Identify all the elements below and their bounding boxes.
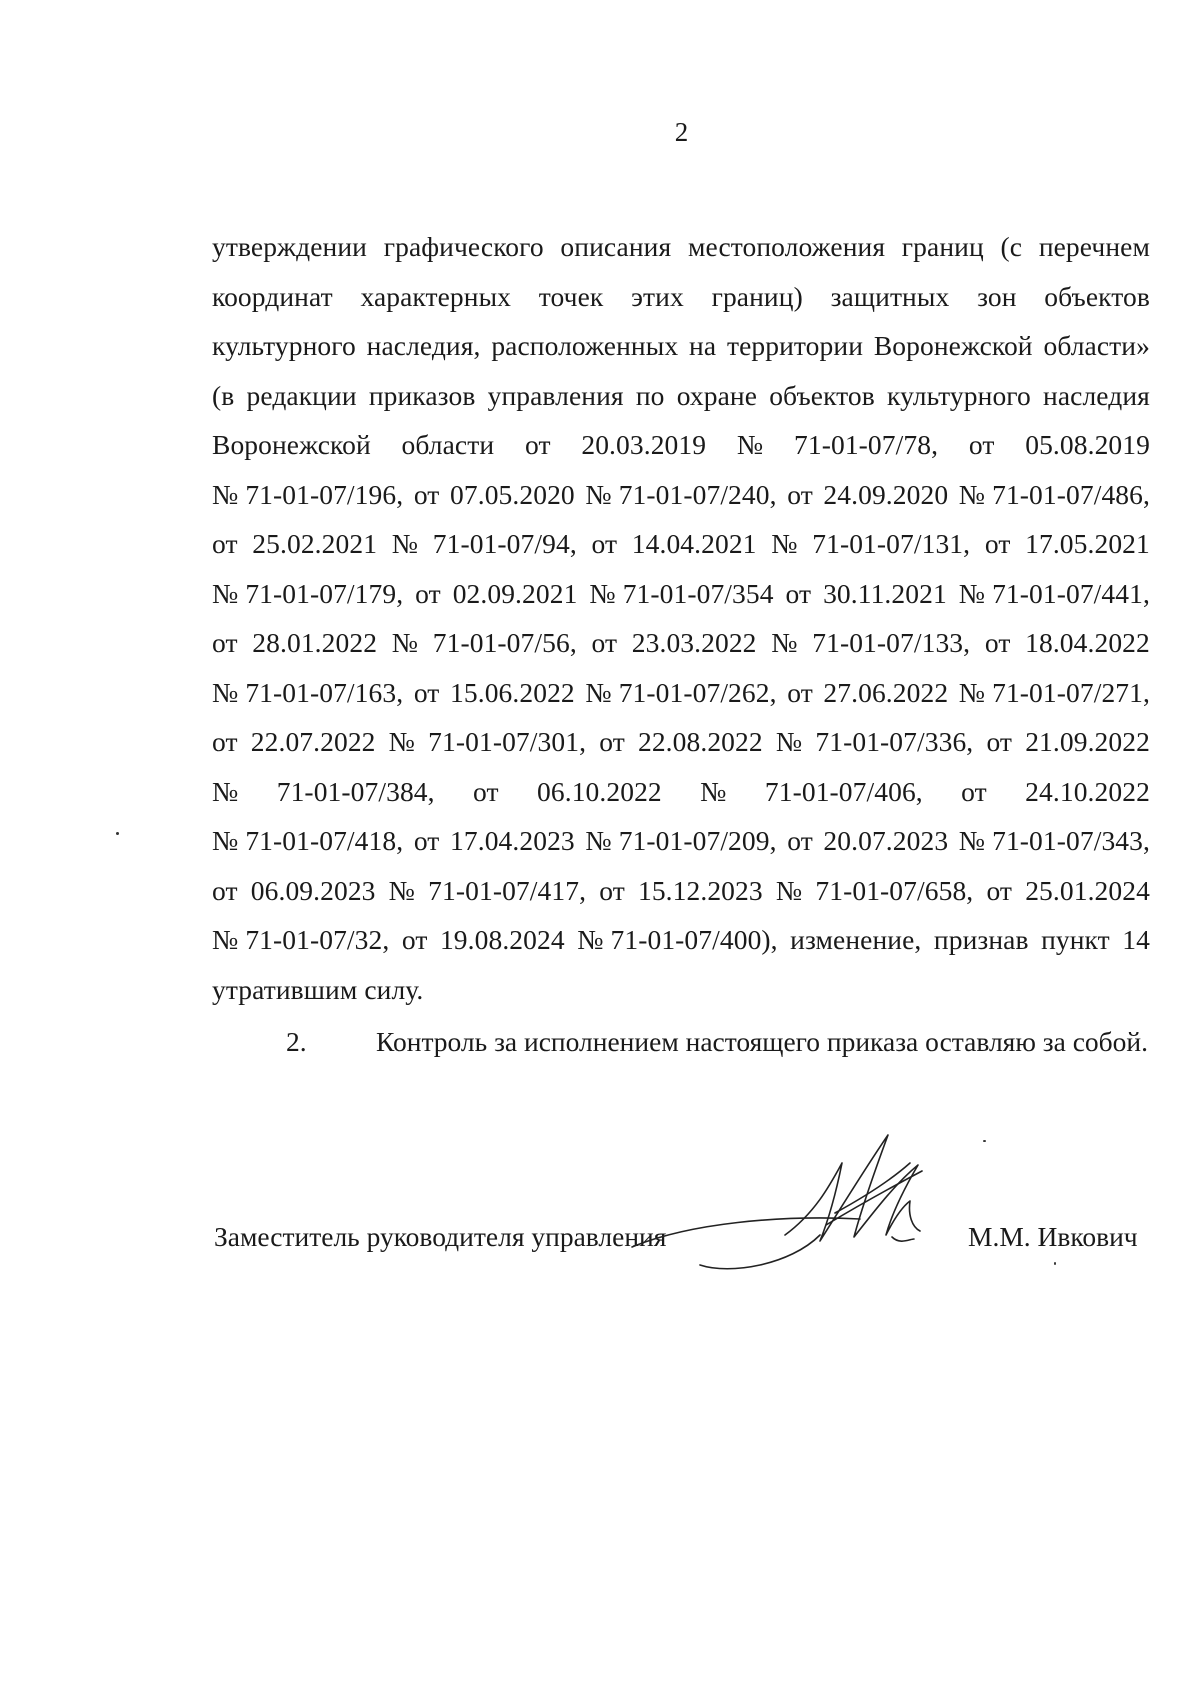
paragraph-word: №: [736, 429, 764, 460]
paragraph-word: от: [413, 676, 440, 708]
paragraph-word: от: [401, 924, 428, 955]
paragraph-line: [212, 866, 1150, 916]
paragraph-word: 07.05.2020: [450, 478, 575, 510]
paragraph-word: территории: [726, 330, 864, 361]
paragraph-word: от: [785, 577, 812, 609]
paragraph-word: объектов: [769, 379, 875, 411]
paragraph-word: 17.04.2023: [450, 825, 575, 856]
paragraph-word: № 71-01-07/354: [589, 577, 774, 609]
item-2-text: Контроль за исполнением настоящего приказа оставляю за собой.: [376, 1026, 1148, 1057]
paragraph-word: 25.02.2021: [252, 528, 378, 559]
paragraph-word: 71-01-07/56,: [432, 627, 577, 658]
paragraph-word: 71-01-07/417,: [428, 874, 587, 906]
paragraph-word: 15.06.2022: [450, 676, 575, 708]
paragraph-word: № 71-01-07/163,: [212, 676, 404, 708]
paragraph-word: № 71-01-07/209,: [585, 825, 777, 856]
paragraph-word: характерных: [360, 280, 512, 312]
paragraph-word: № 71-01-07/271,: [958, 676, 1150, 708]
signatory-position: Заместитель руководителя управления: [214, 1221, 667, 1252]
paragraph-word: редакции: [246, 379, 357, 411]
paragraph-word: 22.07.2022: [250, 726, 376, 757]
paragraph-word: области»: [1043, 330, 1150, 361]
paragraph-word: от: [984, 528, 1011, 559]
paragraph-word: № 71-01-07/240,: [585, 478, 777, 510]
paragraph-word: управления: [487, 379, 624, 411]
paragraph-word: от: [524, 429, 551, 460]
paragraph-word: по: [635, 379, 665, 411]
paragraph-word: 71-01-07/131,: [812, 528, 971, 559]
paragraph-word: от: [599, 726, 625, 757]
paragraph-word: границ): [711, 280, 803, 312]
paragraph-word: (в: [212, 379, 235, 411]
paragraph-line: [212, 668, 1150, 718]
paragraph-word: 71-01-07/133,: [812, 627, 971, 658]
paragraph-word: 71-01-07/406,: [764, 775, 923, 807]
paragraph-line: [212, 965, 1150, 1015]
paragraph-line: [212, 915, 1150, 965]
page-number: 2: [674, 117, 689, 147]
paragraph-word: №: [700, 775, 727, 807]
paragraph-word: 05.08.2019: [1025, 429, 1150, 460]
paragraph-word: 06.10.2022: [537, 775, 662, 807]
paragraph-word: пункт: [1041, 924, 1110, 955]
paragraph-word: координат: [212, 280, 333, 312]
paragraph-word: от: [787, 676, 813, 708]
paragraph-word: 71-01-07/384,: [276, 775, 435, 807]
paragraph-word: от: [986, 726, 1013, 757]
paragraph-word: (с: [1000, 231, 1023, 262]
paragraph-word: №: [775, 726, 803, 757]
paragraph-word: перечнем: [1038, 231, 1150, 262]
paragraph-word: защитных: [830, 280, 950, 312]
paragraph-word: 18.04.2022: [1025, 627, 1150, 658]
paragraph-word: от: [473, 775, 499, 807]
paragraph-word: графического: [383, 231, 544, 262]
paragraph-word: 20.07.2023: [823, 825, 949, 856]
paragraph-word: приказов: [368, 379, 476, 411]
paragraph-word: 20.03.2019: [581, 429, 707, 460]
paragraph-word: Воронежской: [873, 330, 1033, 361]
paragraph-line: [212, 371, 1150, 421]
paragraph-line: [212, 767, 1150, 817]
paragraph-word: 24.10.2022: [1025, 775, 1150, 807]
paragraph-word: 71-01-07/94,: [432, 528, 577, 559]
paragraph-word: объектов: [1044, 280, 1150, 312]
paragraph-word: №: [212, 775, 239, 807]
paragraph-word: №: [391, 528, 419, 559]
paragraph-word: 02.09.2021: [452, 577, 578, 609]
paragraph-word: № 71-01-07/32,: [212, 924, 390, 955]
item-2: [286, 1017, 1150, 1067]
handwritten-signature: [630, 1115, 1010, 1275]
paragraph-body: [212, 222, 1150, 1014]
paragraph-word: от: [591, 627, 618, 658]
paragraph-word: № 71-01-07/179,: [212, 577, 404, 609]
paragraph-word: № 71-01-07/441,: [958, 577, 1150, 609]
paragraph-word: от: [787, 478, 813, 510]
paragraph-word: от: [986, 874, 1013, 906]
paragraph-word: наследия: [1043, 379, 1150, 411]
paragraph-line: [212, 519, 1150, 569]
paragraph-word: охране: [676, 379, 757, 411]
paragraph-word: от: [415, 577, 441, 609]
paragraph-line: [212, 569, 1150, 619]
paragraph-line: [212, 321, 1150, 371]
paragraph-word: 30.11.2021: [823, 577, 947, 609]
paragraph-word: культурного: [212, 330, 356, 361]
paragraph-word: 17.05.2021: [1025, 528, 1150, 559]
paragraph-word: на: [689, 330, 717, 361]
paragraph-word: от: [212, 627, 238, 658]
paragraph-word: утратившим силу.: [212, 973, 424, 1005]
signatory-name: М.М. Ивкович: [968, 1221, 1138, 1252]
paragraph-word: наследия,: [366, 330, 481, 361]
paragraph-word: 14.04.2021: [631, 528, 757, 559]
paragraph-line: [212, 420, 1150, 470]
paragraph-word: культурного: [887, 379, 1031, 411]
paragraph-line: [212, 470, 1150, 520]
paragraph-word: от: [413, 478, 440, 510]
paragraph-word: №: [388, 874, 416, 906]
paragraph-word: № 71-01-07/486,: [958, 478, 1150, 510]
paragraph-line: [212, 618, 1150, 668]
paragraph-word: Воронежской: [212, 429, 371, 460]
paragraph-line: [212, 222, 1150, 272]
paragraph-word: 27.06.2022: [823, 676, 949, 708]
paragraph-word: №: [771, 627, 798, 658]
paragraph-word: 24.09.2020: [823, 478, 949, 510]
paragraph-word: этих: [631, 280, 684, 312]
paragraph-word: от: [599, 874, 625, 906]
paragraph-word: 71-01-07/301,: [428, 726, 587, 757]
paragraph-word: утверждении: [212, 231, 367, 262]
paragraph-word: №: [391, 627, 419, 658]
paragraph-word: 71-01-07/336,: [815, 726, 974, 757]
paragraph-word: от: [961, 775, 987, 807]
paragraph-word: 23.03.2022: [631, 627, 757, 658]
item-2-number: 2.: [286, 1026, 307, 1057]
paragraph-word: 71-01-07/78,: [794, 429, 939, 460]
paragraph-word: 19.08.2024: [439, 924, 565, 955]
paragraph-word: 25.01.2024: [1025, 874, 1150, 906]
paragraph-word: №: [771, 528, 798, 559]
paragraph-word: 21.09.2022: [1025, 726, 1150, 757]
paragraph-word: расположенных: [491, 330, 679, 361]
scan-speck: [1054, 1262, 1056, 1265]
paragraph-word: № 71-01-07/343,: [958, 825, 1150, 856]
paragraph-word: от: [212, 726, 238, 757]
paragraph-line: [212, 272, 1150, 322]
paragraph-line: [212, 816, 1150, 866]
paragraph-word: от: [413, 825, 440, 856]
scan-speck: [983, 1140, 986, 1142]
paragraph-line: [212, 717, 1150, 767]
paragraph-word: 14: [1122, 924, 1150, 955]
paragraph-word: границ: [901, 231, 984, 262]
paragraph-word: №: [775, 874, 803, 906]
paragraph-word: точек: [538, 280, 604, 312]
paragraph-word: 71-01-07/658,: [815, 874, 974, 906]
scan-speck: [116, 832, 119, 835]
paragraph-word: № 71-01-07/400),: [577, 924, 778, 955]
paragraph-word: от: [984, 627, 1011, 658]
paragraph-word: 15.12.2023: [637, 874, 763, 906]
paragraph-word: от: [591, 528, 618, 559]
paragraph-word: изменение,: [790, 924, 922, 955]
paragraph-word: 22.08.2022: [637, 726, 763, 757]
paragraph-word: № 71-01-07/196,: [212, 478, 404, 510]
paragraph-word: № 71-01-07/262,: [585, 676, 777, 708]
paragraph-word: от: [212, 528, 238, 559]
paragraph-word: от: [212, 874, 238, 906]
paragraph-word: описания: [560, 231, 672, 262]
paragraph-word: от: [968, 429, 995, 460]
paragraph-word: области: [401, 429, 495, 460]
paragraph-word: 28.01.2022: [252, 627, 378, 658]
paragraph-word: №: [388, 726, 416, 757]
paragraph-word: № 71-01-07/418,: [212, 825, 404, 856]
paragraph-word: зон: [977, 280, 1017, 312]
paragraph-word: от: [787, 825, 813, 856]
paragraph-word: признав: [933, 924, 1029, 955]
paragraph-word: местоположения: [687, 231, 886, 262]
paragraph-word: 06.09.2023: [250, 874, 376, 906]
